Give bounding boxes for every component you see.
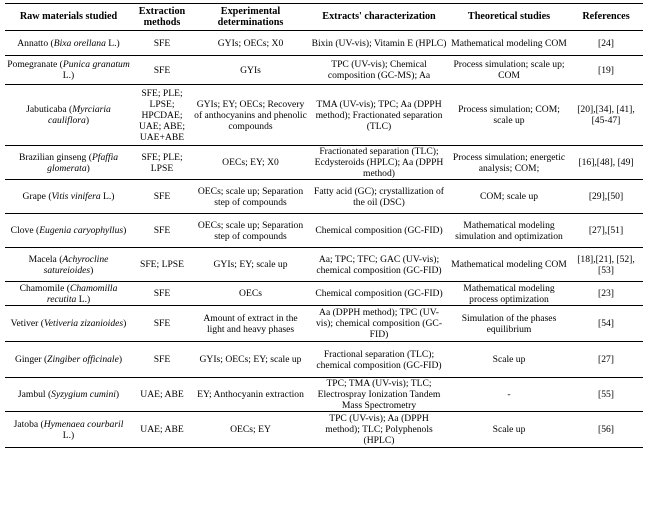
cell-raw-material xyxy=(5,56,132,85)
table-container xyxy=(5,3,643,448)
cell-theoretical: Mathematical modeling COM xyxy=(451,37,567,49)
raw-tail: ) xyxy=(115,389,120,400)
cell-characterization: Fractionated separation (TLC); Ecdysteroids (HPLC); Aa (DPPH method) xyxy=(314,146,444,179)
raw-common: Vetiver ( xyxy=(10,318,44,329)
cell-theoretical: Process simulation; scale up; COM xyxy=(453,59,565,81)
raw-tail: ) xyxy=(123,318,127,329)
header-extraction: Extraction methods xyxy=(138,5,186,28)
cell-experimental: GYIs; EY; scale up xyxy=(213,259,288,270)
cell-references: [19] xyxy=(598,64,614,76)
cell-experimental: Amount of extract in the light and heavy phases xyxy=(203,312,298,335)
cell-references: [16],[48], [49] xyxy=(578,157,634,168)
cell-theoretical: Mathematical modeling COM xyxy=(451,259,567,270)
cell-theoretical: COM; scale up xyxy=(479,191,539,202)
cell-extraction: SFE xyxy=(153,354,171,365)
raw-tail: ) xyxy=(118,354,123,365)
cell-extraction: SFE; LPSE xyxy=(140,259,184,270)
cell-experimental: OECs; scale up; Separation step of compounds xyxy=(197,219,304,242)
cell-theoretical: Process simulation; energetic analysis; COM; xyxy=(452,151,566,174)
cell-theoretical: Scale up xyxy=(492,354,526,365)
raw-common: Annatto ( xyxy=(17,37,54,49)
cell-extraction: SFE xyxy=(153,64,171,76)
header-raw: Raw materials studied xyxy=(19,11,118,23)
cell-extraction: SFE; PLE; LPSE xyxy=(141,151,183,174)
raw-scientific: Bixa orellana xyxy=(53,37,106,49)
cell-extraction: SFE; PLE; LPSE; HPCDAE; UAE; ABE; UAE+ABE xyxy=(138,87,186,143)
cell-theoretical: Process simulation; COM; scale up xyxy=(458,104,560,126)
cell-characterization: Fractional separation (TLC); chemical composition (GC-FID) xyxy=(316,348,442,371)
cell-raw-material xyxy=(5,146,132,180)
cell-theoretical: - xyxy=(507,389,511,400)
cell-characterization: Chemical composition (GC-FID) xyxy=(315,288,443,299)
raw-tail: L.) xyxy=(100,191,115,202)
raw-common: Brazilian ginseng ( xyxy=(18,151,92,163)
header-row xyxy=(5,4,643,31)
cell-references: [56] xyxy=(598,424,614,435)
raw-common: Chamomile ( xyxy=(19,282,70,294)
table-row xyxy=(5,56,643,85)
raw-materials-table xyxy=(5,3,643,448)
raw-scientific: Myrciaria cauliflora xyxy=(47,104,111,126)
cell-experimental: GYIs; OECs; X0 xyxy=(217,37,284,49)
table-row xyxy=(5,306,643,342)
cell-extraction: SFE xyxy=(153,318,171,329)
raw-scientific: Vetiveria zizanioides xyxy=(43,318,124,329)
table-row xyxy=(5,412,643,448)
header-characterization: Extracts' characterization xyxy=(322,11,436,23)
raw-scientific: Pfaffia glomerata xyxy=(47,151,119,174)
table-row xyxy=(5,180,643,214)
cell-experimental: GYIs; EY; OECs; Recovery of anthocyanins and phenolic compounds xyxy=(194,98,307,132)
cell-references: [20],[34], [41],[45-47] xyxy=(577,104,635,126)
cell-references: [23] xyxy=(598,288,614,299)
raw-common: Ginger ( xyxy=(14,354,48,365)
raw-scientific: Zingiber officinale xyxy=(47,354,119,365)
raw-common: Jatoba ( xyxy=(13,418,44,430)
cell-references: [24] xyxy=(598,37,614,49)
cell-extraction: UAE; ABE xyxy=(140,389,184,400)
raw-common: Pomegranate ( xyxy=(7,59,63,70)
cell-characterization: Aa (DPPH method); TPC (UV-vis); chemical composition (GC-FID) xyxy=(315,307,443,340)
cell-extraction: UAE; ABE xyxy=(140,424,184,435)
raw-tail: L.) xyxy=(62,70,75,81)
raw-scientific: Punica granatum xyxy=(62,59,130,70)
table-row xyxy=(5,85,643,146)
cell-raw-material xyxy=(5,214,132,248)
table-row xyxy=(5,146,643,180)
raw-scientific: Achyrocline satureioides xyxy=(43,253,109,276)
raw-tail: ) xyxy=(123,225,127,236)
table-row xyxy=(5,248,643,282)
cell-raw-material xyxy=(5,180,132,214)
cell-experimental: OECs; EY; X0 xyxy=(222,157,279,168)
raw-scientific: Hymenaea courbaril xyxy=(43,418,124,430)
cell-experimental: OECs; scale up; Separation step of compounds xyxy=(197,185,304,208)
cell-raw-material xyxy=(5,412,132,448)
header-theoretical: Theoretical studies xyxy=(467,11,551,23)
cell-theoretical: Mathematical modeling simulation and optimization xyxy=(455,219,563,242)
cell-experimental: OECs; EY xyxy=(230,424,271,435)
cell-characterization: TPC (UV-vis); Chemical composition (GC-MS); Aa xyxy=(327,59,431,81)
cell-theoretical: Mathematical modeling process optimization xyxy=(463,282,555,305)
cell-raw-material xyxy=(5,306,132,342)
raw-tail: L.) xyxy=(62,429,75,441)
cell-raw-material xyxy=(5,282,132,306)
cell-characterization: Chemical composition (GC-FID) xyxy=(315,225,443,236)
cell-raw-material xyxy=(5,342,132,378)
table-row xyxy=(5,378,643,412)
raw-common: Macela ( xyxy=(28,253,63,265)
cell-experimental: GYIs xyxy=(240,64,261,76)
header-references: References xyxy=(582,11,630,23)
table-row xyxy=(5,282,643,306)
header-experimental: Experimental determinations xyxy=(217,5,284,28)
cell-characterization: TMA (UV-vis); TPC; Aa (DPPH method); Fractionated separation (TLC) xyxy=(315,98,443,132)
cell-raw-material xyxy=(5,378,132,412)
cell-references: [27] xyxy=(598,354,614,365)
raw-scientific: Eugenia caryophyllus xyxy=(39,225,124,236)
cell-raw-material xyxy=(5,85,132,146)
raw-tail: L.) xyxy=(76,293,91,305)
cell-characterization: Fatty acid (GC); crystallization of the oil (DSC) xyxy=(313,185,444,208)
cell-references: [29],[50] xyxy=(588,191,624,202)
cell-references: [18],[21], [52],[53] xyxy=(577,253,635,276)
cell-extraction: SFE xyxy=(153,191,171,202)
cell-references: [54] xyxy=(598,318,614,329)
cell-experimental: OECs xyxy=(239,288,262,299)
cell-extraction: SFE xyxy=(153,37,171,49)
cell-characterization: Bixin (UV-vis); Vitamin E (HPLC) xyxy=(311,37,447,49)
table-row xyxy=(5,214,643,248)
cell-theoretical: Simulation of the phases equilibrium xyxy=(461,312,557,335)
cell-references: [55] xyxy=(598,389,614,400)
raw-tail: L.) xyxy=(105,37,120,49)
table-row xyxy=(5,342,643,378)
cell-extraction: SFE xyxy=(153,288,171,299)
raw-common: Grape ( xyxy=(22,191,52,202)
cell-references: [27],[51] xyxy=(588,225,624,236)
raw-tail: ) xyxy=(85,115,90,126)
raw-tail: ) xyxy=(90,264,94,276)
cell-characterization: TPC; TMA (UV-vis); TLC; Electrospray Ionization Tandem Mass Spectrometry xyxy=(317,378,441,411)
table-row xyxy=(5,31,643,56)
cell-extraction: SFE xyxy=(153,225,171,236)
cell-characterization: Aa; TPC; TFC; GAC (UV-vis); chemical composition (GC-FID) xyxy=(316,253,442,276)
raw-scientific: Syzygium cumini xyxy=(51,389,116,400)
cell-raw-material xyxy=(5,248,132,282)
raw-common: Jambul ( xyxy=(17,389,52,400)
raw-scientific: Vitis vinifera xyxy=(51,191,101,202)
cell-experimental: GYIs; OECs; EY; scale up xyxy=(199,354,302,365)
raw-scientific: Chamomilla recutita xyxy=(46,282,118,305)
raw-tail: ) xyxy=(86,162,90,174)
cell-raw-material xyxy=(5,31,132,56)
cell-theoretical: Scale up xyxy=(492,424,526,435)
raw-common: Clove ( xyxy=(10,225,40,236)
cell-characterization: TPC (UV-vis); Aa (DPPH method); TLC; Polyphenols (HPLC) xyxy=(325,413,433,446)
cell-experimental: EY; Anthocyanin extraction xyxy=(197,389,304,400)
raw-common: Jabuticaba ( xyxy=(26,104,73,115)
